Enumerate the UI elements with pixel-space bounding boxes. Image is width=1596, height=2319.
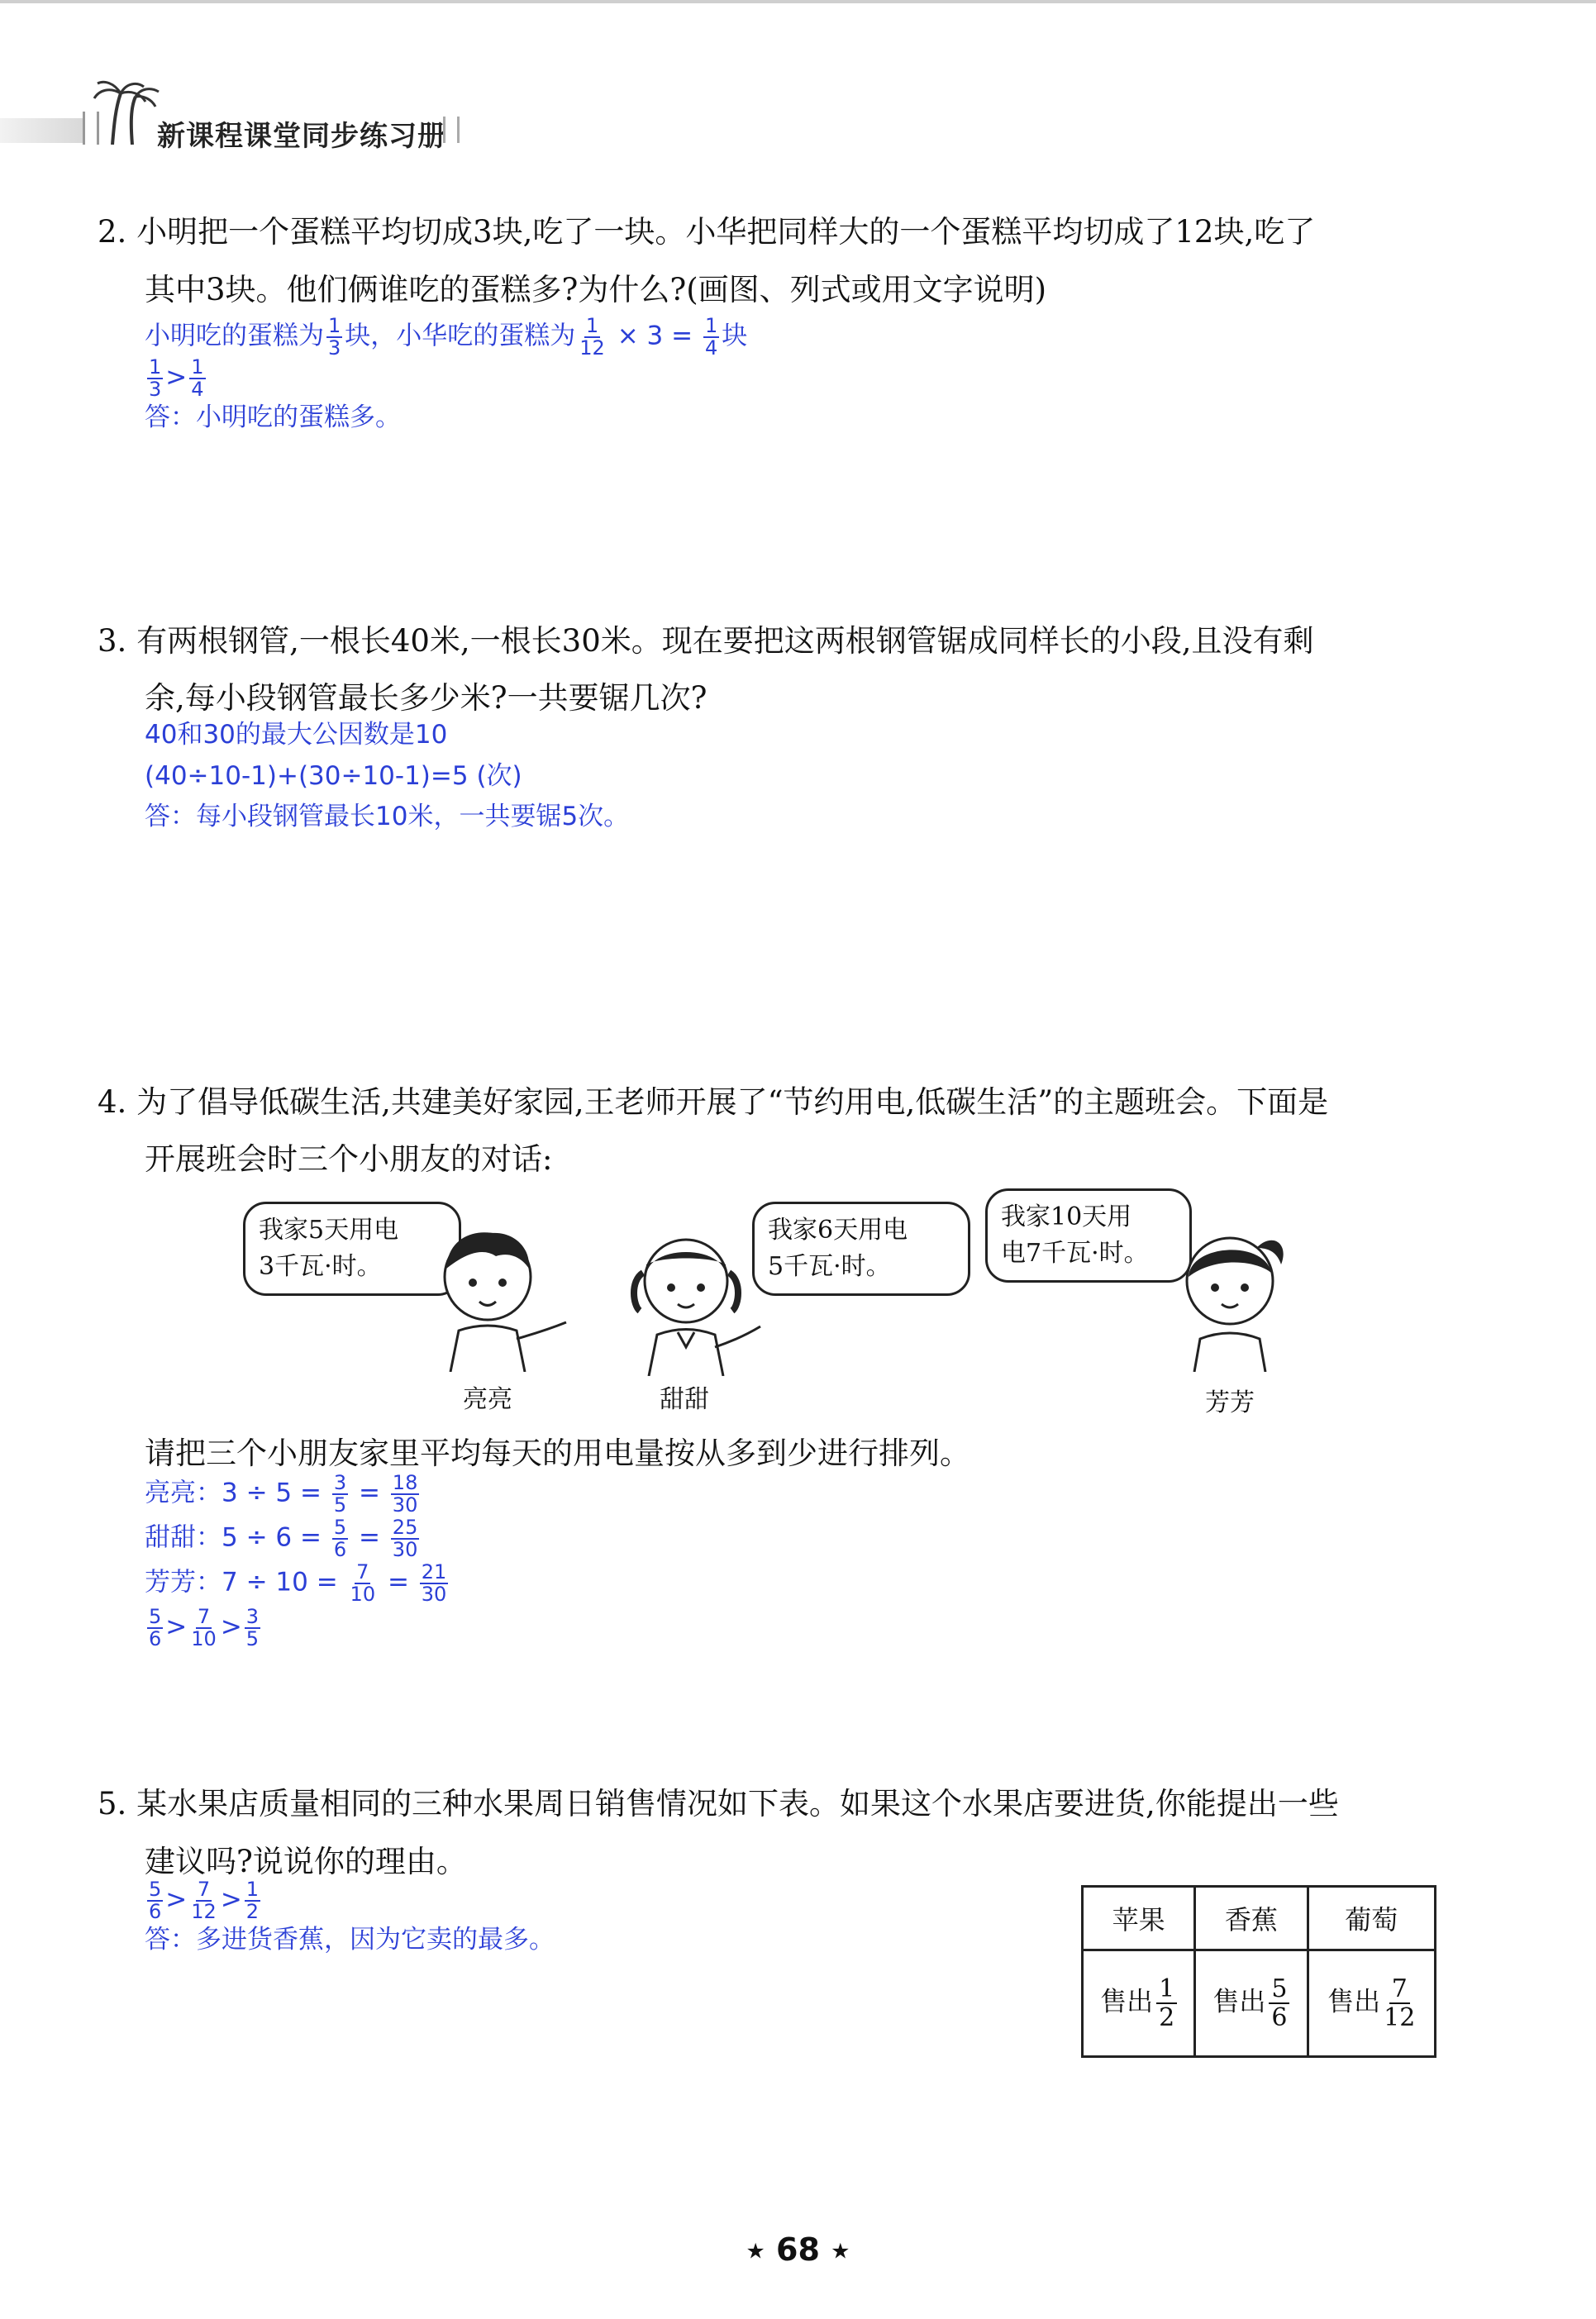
q4-line2: 开展班会时三个小朋友的对话: — [145, 1141, 553, 1177]
q3-answer-line2: (40÷10-1)+(30÷10-1)=5 (次) — [145, 761, 522, 791]
kid-name-tiantian: 甜甜 — [660, 1385, 709, 1414]
fraction: $\frac{18}{30}$ — [392, 1471, 418, 1517]
fraction: $\frac{1}{12}$ — [579, 314, 605, 360]
q2-answer-line3: 答：小明吃的蛋糕多。 — [145, 402, 401, 432]
table-header-apple: 苹果 — [1083, 1887, 1195, 1950]
fraction: $\frac{5}{6}$ — [149, 1878, 162, 1924]
q2-ans-text-d: 块 — [722, 321, 748, 351]
q4-answer-tiantian: 甜甜：5 ÷ 6 = $\frac{5}{6}$ = $\frac{25}{30}$ — [145, 1516, 418, 1562]
bubble-text: 电7千瓦·时。 — [1001, 1239, 1149, 1268]
star-icon: ★ — [746, 2239, 765, 2264]
fraction: $\frac{5}{6}$ — [333, 1516, 347, 1562]
fraction: $\frac{25}{30}$ — [392, 1516, 418, 1562]
fraction: $\frac{1}{2}$ — [1156, 1975, 1177, 2031]
fraction: $\frac{21}{30}$ — [421, 1560, 447, 1607]
q2-compare-op: > — [165, 362, 188, 393]
compare-op: > — [165, 1884, 188, 1915]
fraction: $\frac{1}{3}$ — [328, 314, 341, 360]
fraction: $\frac{7}{10}$ — [350, 1560, 376, 1607]
q3-answer-line3: 答：每小段钢管最长10米，一共要锯5次。 — [145, 802, 630, 831]
q5-line2: 建议吗?说说你的理由。 — [145, 1844, 467, 1879]
answer-expr: 5 ÷ 6 = — [222, 1522, 322, 1553]
bubble-text: 5千瓦·时。 — [768, 1252, 891, 1281]
star-icon: ★ — [831, 2239, 850, 2264]
sold-label: 售出 — [1327, 1985, 1381, 2017]
speech-bubble-tiantian — [752, 1202, 970, 1296]
answer-label: 亮亮： — [145, 1478, 222, 1508]
sold-label: 售出 — [1212, 1985, 1266, 2017]
q5-line1: 5. 某水果店质量相同的三种水果周日销售情况如下表。如果这个水果店要进货,你能提出一些 — [98, 1786, 1339, 1821]
page-number-value: 68 — [776, 2231, 820, 2268]
q2-ans-text-a: 小明吃的蛋糕为 — [145, 321, 324, 351]
fraction: $\frac{1}{4}$ — [704, 314, 718, 360]
girl-fangfang-illustration — [1165, 1215, 1298, 1372]
q4-answer-fangfang: 芳芳：7 ÷ 10 = $\frac{7}{10}$ = $\frac{21}{30}$ — [145, 1560, 447, 1607]
boy-liangliang-illustration — [430, 1223, 570, 1372]
page-number — [0, 2231, 1596, 2268]
fraction: $\frac{5}{6}$ — [1269, 1975, 1289, 2031]
bubble-text: 我家5天用电 — [259, 1216, 399, 1245]
q2-answer-line2 — [145, 357, 208, 400]
table-cell-apple — [1083, 1950, 1195, 2057]
table-cell-banana — [1195, 1950, 1308, 2057]
q4-prompt: 请把三个小朋友家里平均每天的用电量按从多到少进行排列。 — [145, 1436, 970, 1471]
kid-name-liangliang: 亮亮 — [463, 1385, 512, 1414]
table-cell-grape — [1308, 1950, 1435, 2057]
table-header-grape: 葡萄 — [1308, 1887, 1435, 1950]
compare-op: > — [220, 1612, 242, 1642]
fraction: $\frac{3}{5}$ — [245, 1605, 260, 1651]
q2-line2: 其中3块。他们俩谁吃的蛋糕多?为什么?(画图、列式或用文字说明) — [145, 272, 1047, 307]
q3-line2: 余,每小段钢管最长多少米?一共要锯几次? — [145, 680, 707, 716]
sold-label: 售出 — [1100, 1985, 1154, 2017]
answer-label: 甜甜： — [145, 1522, 222, 1553]
fraction: $\frac{7}{12}$ — [191, 1878, 217, 1924]
table-header-banana: 香蕉 — [1195, 1887, 1308, 1950]
top-rule — [0, 0, 1596, 3]
header-tail-lines — [443, 117, 460, 143]
fruit-sales-table — [1081, 1885, 1436, 2058]
table-header-row — [1083, 1887, 1436, 1950]
bubble-text: 我家6天用电 — [768, 1216, 908, 1245]
fraction: $\frac{5}{6}$ — [149, 1605, 162, 1651]
answer-expr: 7 ÷ 10 = — [222, 1567, 338, 1598]
q2-ans-text-c: × 3 = — [617, 321, 693, 351]
answer-expr: 3 ÷ 5 = — [222, 1478, 322, 1508]
bubble-text: 3千瓦·时。 — [259, 1252, 382, 1281]
page-header — [0, 79, 496, 153]
q2-answer-line1 — [145, 316, 747, 359]
q4-line1: 4. 为了倡导低碳生活,共建美好家园,王老师开展了“节约用电,低碳生活”的主题班会。下面是 — [98, 1084, 1329, 1120]
speech-bubble-fangfang — [985, 1188, 1192, 1283]
q5-answer-text: 答：多进货香蕉，因为它卖的最多。 — [145, 1925, 555, 1955]
q2-line1: 2. 小明把一个蛋糕平均切成3块,吃了一块。小华把同样大的一个蛋糕平均切成了12块,吃了 — [98, 214, 1316, 250]
compare-op: > — [220, 1884, 242, 1915]
fraction: $\frac{7}{10}$ — [191, 1605, 217, 1651]
fraction: $\frac{1}{2}$ — [245, 1878, 260, 1924]
q4-answer-liangliang: 亮亮：3 ÷ 5 = $\frac{3}{5}$ = $\frac{18}{30}$ — [145, 1471, 418, 1517]
q3-answer-line1: 40和30的最大公因数是10 — [145, 720, 448, 750]
header-gradient-bar — [0, 118, 83, 143]
fraction: $\frac{1}{4}$ — [191, 355, 204, 402]
q5-answer-order — [145, 1879, 263, 1922]
q2-ans-text-b: 块，小华吃的蛋糕为 — [345, 321, 576, 351]
q4-answer-order — [145, 1607, 263, 1650]
speech-bubble-liangliang — [243, 1202, 461, 1296]
kid-name-fangfang: 芳芳 — [1205, 1388, 1255, 1417]
fraction: $\frac{7}{12}$ — [1384, 1974, 1416, 2032]
book-title: 新课程课堂同步练习册 — [157, 120, 446, 153]
fraction: $\frac{1}{3}$ — [149, 355, 162, 402]
answer-label: 芳芳： — [145, 1567, 222, 1598]
fraction: $\frac{3}{5}$ — [333, 1471, 347, 1517]
q3-line1: 3. 有两根钢管,一根长40米,一根长30米。现在要把这两根钢管锯成同样长的小段,且没有剩 — [98, 623, 1314, 659]
table-row — [1083, 1950, 1436, 2057]
compare-op: > — [165, 1612, 188, 1642]
palm-tree-icon — [89, 79, 164, 145]
girl-tiantian-illustration — [628, 1231, 769, 1376]
bubble-text: 我家10天用 — [1001, 1202, 1132, 1231]
